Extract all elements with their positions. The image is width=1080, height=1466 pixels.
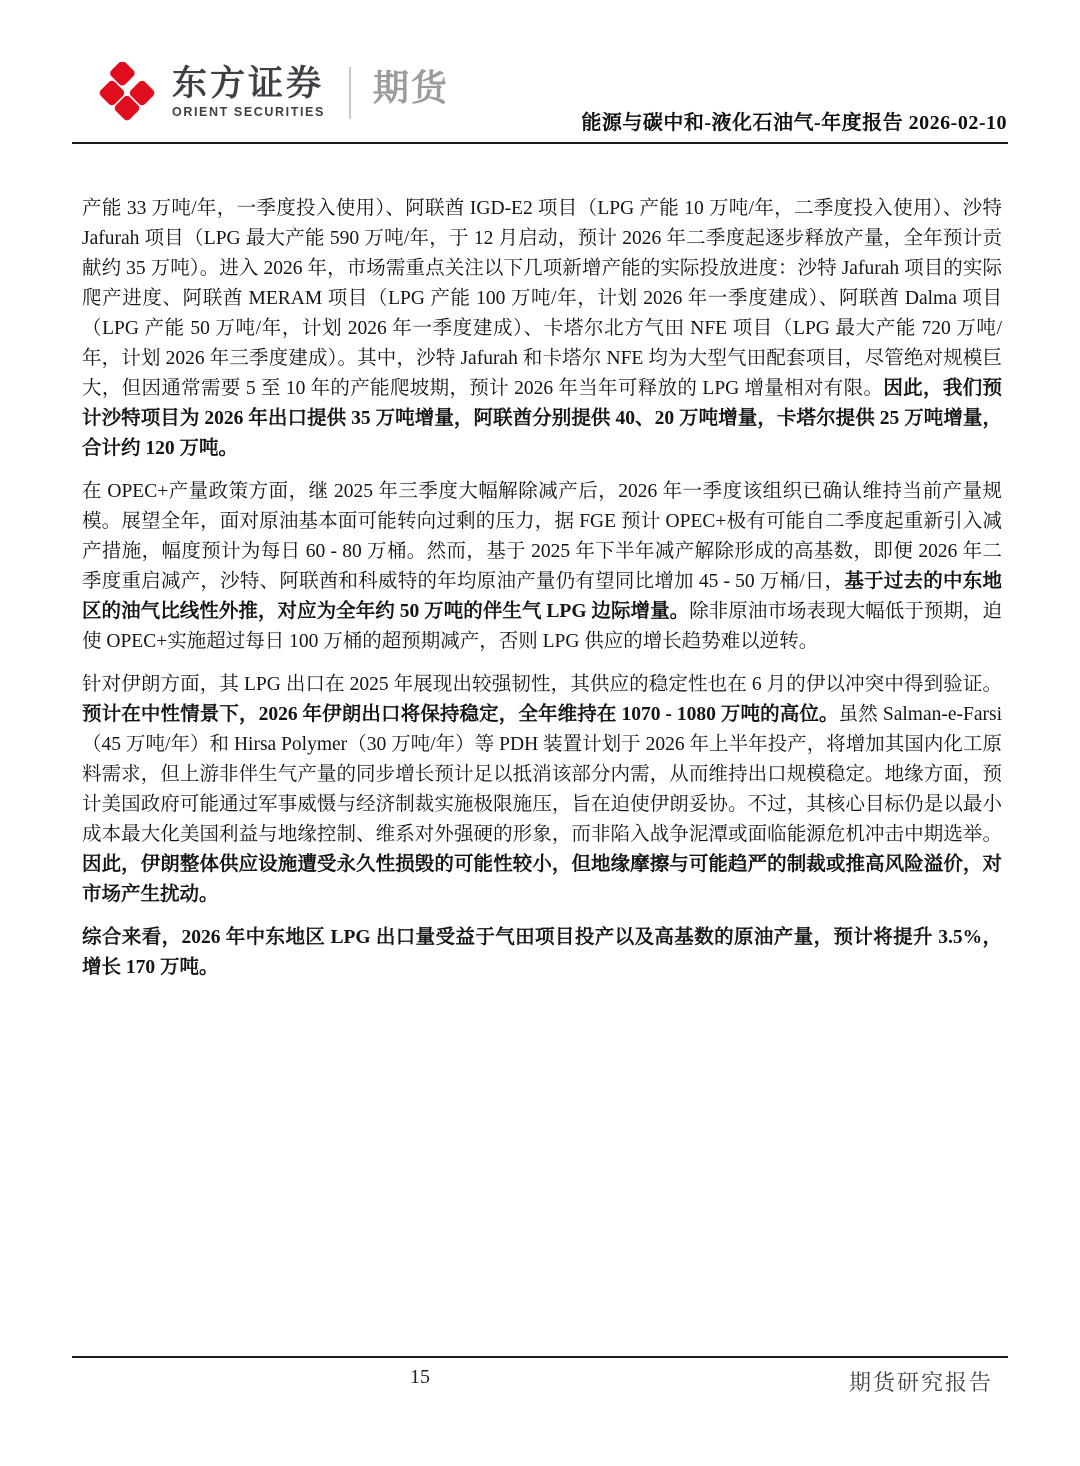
text-run: 除非原油市场表现大幅低于预期，迫使 OPEC+实施超过每日 100 万桶的超预期减产，否则 LPG 供应的增长趋势难以逆转。 (82, 601, 1002, 652)
text-run: 虽然 Salman-e-Farsi（45 万吨/年）和 Hirsa Polymer（30 万吨/年）等 PDH 装置计划于 2026 年上半年投产，将增加其国内化工原料需求，但上游非伴生气产量的同步增长预计足以抵消该部分内需，从而维持出口规模稳定。地缘方面，预计美国政府可能通过军事威慑与经济制裁实施极限施压，旨在迫使伊朗妥协。不过，其核心目标仍是以最小成本最大化美国利益与地缘控制、维系对外强硬的形象，而非陷入战争泥潭或面临能源危机冲击中期选举。 (82, 704, 1002, 845)
footer-report-type: 期货研究报告 (848, 1370, 993, 1395)
orient-securities-logo-icon (98, 62, 156, 124)
page-number: 15 (410, 1366, 430, 1388)
bold-text-run: 综合来看，2026 年中东地区 LPG 出口量受益于气田项目投产以及高基数的原油产量，预计将提升 3.5%，增长 170 万吨。 (82, 927, 1002, 978)
paragraph (82, 477, 1002, 657)
text-run: 产能 33 万吨/年，一季度投入使用）、阿联酋 IGD-E2 项目（LPG 产能 10 万吨/年，二季度投入使用）、沙特 Jafurah 项目（LPG 最大产能 590 万吨/年，于 12 月启动，预计 2026 年二季度起逐步释放产量，全年预计贡献约 35 万吨）。进入 2026 年，市场需重点关注以下几项新增产能的实际投放进度：沙特 Jafurah 项目的实际爬产进度、阿联酋 MERAM 项目（LPG 产能 100 万吨/年，计划 2026 年一季度建成）、阿联酋 Dalma 项目（LPG 产能 50 万吨/年，计划 2026 年一季度建成）、卡塔尔北方气田 NFE 项目（LPG 最大产能 720 万吨/年，计划 2026 年三季度建成）。其中，沙特 Jafurah 和卡塔尔 NFE 均为大型气田配套项目，尽管绝对规模巨大，但因通常需要 5 至 10 年的产能爬坡期，预计 2026 年当年可释放的 LPG 增量相对有限。 (82, 198, 1002, 399)
paragraph (82, 194, 1002, 464)
paragraph (82, 670, 1002, 910)
text-run: 针对伊朗方面，其 LPG 出口在 2025 年展现出较强韧性，其供应的稳定性也在 6 月的伊以冲突中得到验证。 (82, 674, 1002, 695)
report-body (82, 194, 1002, 996)
header-rule (72, 142, 1008, 144)
report-title: 能源与碳中和-液化石油气-年度报告 2026-02-10 (581, 112, 1007, 134)
footer-rule (72, 1356, 1008, 1358)
brand-unit-label: 期货 (372, 67, 449, 108)
bold-text-run: 因此，伊朗整体供应设施遭受永久性损毁的可能性较小，但地缘摩擦与可能趋严的制裁或推高风险溢价，对市场产生扰动。 (82, 854, 1002, 905)
bold-text-run: 基于过去的中东地区的油气比线性外推，对应为全年约 50 万吨的伴生气 LPG 边际增量。 (82, 571, 1002, 622)
brand-name-en: ORIENT SECURITIES (172, 105, 325, 119)
brand-name-cn: 东方证券 (172, 64, 325, 103)
text-run: 在 OPEC+产量政策方面，继 2025 年三季度大幅解除减产后，2026 年一季度该组织已确认维持当前产量规模。展望全年，面对原油基本面可能转向过剩的压力，据 FGE 预计 OPEC+极有可能自二季度起重新引入减产措施，幅度预计为每日 60 - 80 万桶。然而，基于 2025 年下半年减产解除形成的高基数，即便 2026 年二季度重启减产，沙特、阿联酋和科威特的年均原油产量仍有望同比增加 45 - 50 万桶/日， (82, 481, 1002, 592)
bold-text-run: 预计在中性情景下，2026 年伊朗出口将保持稳定，全年维持在 1070 - 1080 万吨的高位。 (82, 704, 839, 725)
bold-text-run: 因此，我们预计沙特项目为 2026 年出口提供 35 万吨增量，阿联酋分别提供 40、20 万吨增量，卡塔尔提供 25 万吨增量，合计约 120 万吨。 (82, 378, 1002, 459)
brand-block (98, 60, 449, 125)
brand-divider (349, 67, 351, 119)
brand-text (172, 65, 325, 120)
paragraph (82, 923, 1002, 983)
